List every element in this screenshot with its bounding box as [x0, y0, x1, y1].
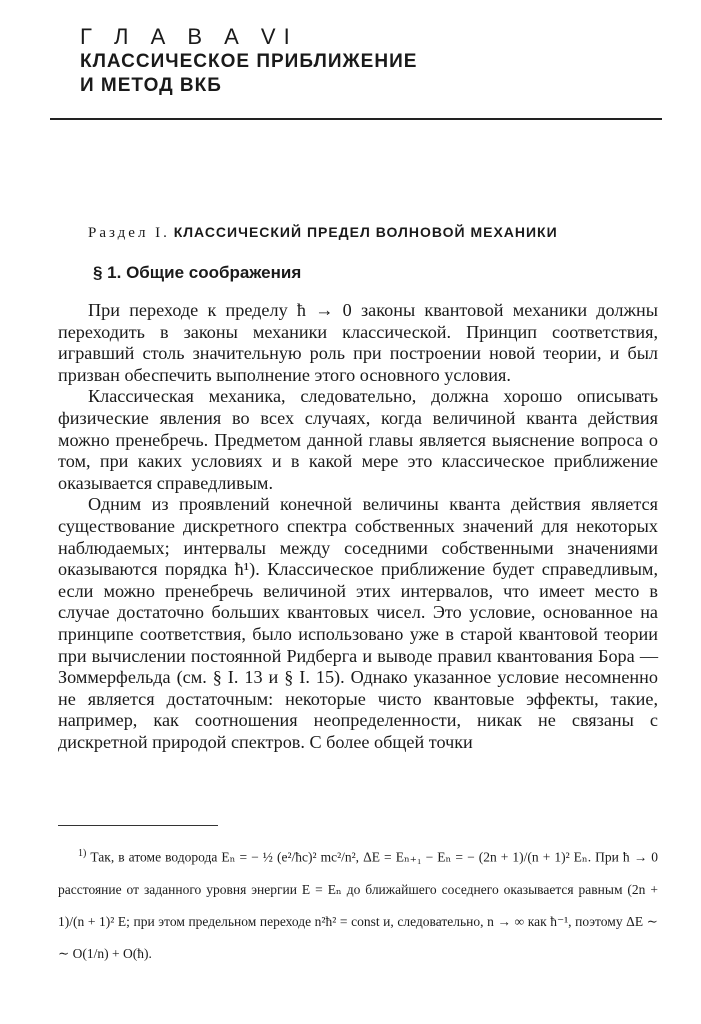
chapter-title	[80, 50, 640, 98]
section-title: КЛАССИЧЕСКИЙ ПРЕДЕЛ ВОЛНОВОЙ МЕХАНИКИ	[173, 224, 558, 240]
chapter-label: Г Л А В А VI	[80, 24, 298, 49]
subsection-heading: § 1. Общие соображения	[93, 263, 302, 282]
chapter-title-line1: КЛАССИЧЕСКОЕ ПРИБЛИЖЕНИЕ	[80, 51, 418, 72]
footnote-mark: 1)	[78, 848, 87, 859]
body-text	[58, 300, 658, 753]
paragraph-3: Одним из проявлений конечной величины кванта действия является существование дискретного спектра собственных значений для некоторых наблюдаемых; интервалы между соседними собственными значениями оказываются порядка ħ¹). Классическое приближение будет справедливым, если можно пренебречь величиной этих интервалов, что имеет место в случае достаточно больших квантовых чисел. Это условие, основанное на принципе соответствия, было использовано уже в старой квантовой теории при вычислении постоянной Ридберга и выводе правил квантования Бора — Зоммерфельда (см. § I. 13 и § I. 15). Однако указанное условие несомненно не является достаточным: некоторые чисто квантовые эффекты, такие, например, как соотношения неопределенности, никак не связаны с дискретной природой спектров. С более общей точки	[58, 494, 658, 752]
footnote-divider	[58, 825, 218, 826]
paragraph-1: При переходе к пределу ħ → 0 законы квантовой механики должны переходить в законы механики классической. Принцип соответствия, игравший столь значительную роль при построении новой теории, и был призван обеспечить выполнение этого основного условия.	[58, 300, 658, 385]
paragraph-2: Классическая механика, следовательно, должна хорошо описывать физические явления во всех случаях, когда величиной кванта действия можно пренебречь. Предметом данной главы является выяснение вопроса о том, при каких условиях и в какой мере это классическое приближение оказывается справедливым.	[58, 386, 658, 493]
chapter-title-line2: И МЕТОД ВКБ	[80, 75, 222, 96]
section-prefix: Раздел I.	[88, 225, 170, 241]
section-heading	[88, 224, 668, 242]
footnote-text: Так, в атоме водорода Eₙ = − ½ (e²/ħc)² mc²/n², ΔE = Eₙ₊₁ − Eₙ = − (2n + 1)/(n + 1)² Eₙ. При ħ → 0 расстояние от заданного уровня энергии E = Eₙ до ближайшего соседнего оказывается равным (2n + 1)/(n + 1)² E; при этом предельном переходе n²ħ² = const и, следовательно, n → ∞ как ħ⁻¹, поэтому ΔE ∼ ∼ O(1/n) + O(ħ).	[58, 849, 659, 961]
footnote	[58, 838, 658, 970]
chapter-divider	[50, 118, 662, 120]
